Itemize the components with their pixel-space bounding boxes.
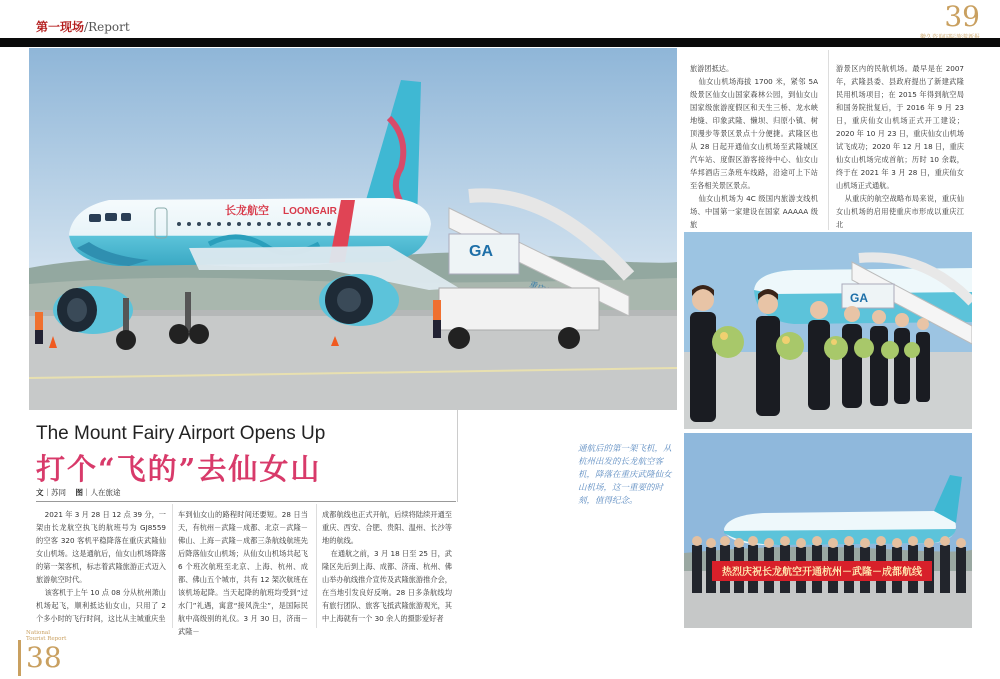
magazine-name-en-2: Tourist Report <box>26 636 67 642</box>
section-header: 第一现场/Report <box>36 20 130 34</box>
section-title: 第一现场 <box>36 20 85 34</box>
welcome-banner-text: 热烈庆祝长龙航空开通杭州－武隆－成都航线 <box>722 567 922 578</box>
body-paragraph-3: 车到仙女山的路程时间还要短。28 日当天，有杭州－武隆－成都、北京－武隆－佛山、上海－武隆－成都三条航线航班先后降落仙女山机场；从仙女山机场共起飞 6 个班次航班至北京、上海、杭州、成都、佛山五个城市，共有 12 架次航班在该机场起降。当天起降的航班均受到“过水门”礼遇，寓意“接风洗尘”，是国际民航中高级别的礼仪。3 月 30 日，济南－武隆－ <box>178 510 308 636</box>
right-text-column-1 <box>690 62 818 231</box>
body-paragraph-5: 在通航之前，3 月 18 日至 25 日，武隆区先后到上海、成都、济南、杭州、佛山举办航线推介宣传及武隆旅游推介会，在当地引发良好反响。28 日多条航线均有旅行团队、旅客飞抵武隆旅游观光，其中上海就有一个 30 余人的摄影爱好者 <box>322 549 452 623</box>
section-title-en: Report <box>88 20 130 34</box>
right-col1-paragraph-2: 仙女山机场海拔 1700 米，紧邻 5A 级景区仙女山国家森林公园，到仙女山国家级旅游度假区和天生三桥、龙水峡地缝、印象武隆、懒坝、归原小镇、树顶漫步等景区景点十分便捷。武隆区也从 28 日起开通仙女山机场至武隆城区汽车站、度假区游客接待中心、仙女山华邦酒店三条班车线路，沿途可上下站至各相关景区景点。 <box>690 77 818 190</box>
magazine-name-en-1: National <box>26 630 50 636</box>
page-number-right-block <box>920 2 980 41</box>
aircraft-name-en: LOONGAIR <box>283 206 337 217</box>
photo-airplane-stairs <box>29 48 677 410</box>
title-divider <box>36 501 456 502</box>
body-paragraph-4: 成都航线也正式开航，后续将陆续开通至重庆、西安、合肥、贵阳、温州、长沙等地的航线。 <box>322 510 452 545</box>
column-divider <box>316 504 317 628</box>
article-title-en: The Mount Fairy Airport Opens Up <box>36 423 326 444</box>
column-divider <box>828 50 829 230</box>
body-paragraph-1: 2021 年 3 月 28 日 12 点 39 分，一架由长龙航空执飞的航班号为 GJ8559 的空客 320 客机平稳降落在重庆武隆仙女山机场。这是通航后，仙女山机场降落的第一架客机，标志着武隆旅游正式迈入旅游航空时代。 <box>36 510 166 584</box>
photo-staff-bouquets <box>684 232 972 429</box>
column-divider <box>172 504 173 628</box>
airport-logo-truck: GA <box>469 243 493 260</box>
footer-accent-bar <box>18 640 21 676</box>
right-col2-paragraph-2: 从重庆的航空战略布局来说，重庆仙女山机场的启用使重庆市形成以重庆江北 <box>836 194 964 229</box>
byline-author: 苏同 <box>51 488 66 497</box>
byline-photographer: 人在旅途 <box>90 488 121 497</box>
byline-photo-label: 图 <box>75 488 84 497</box>
body-column-3 <box>322 508 452 625</box>
article-title-cn: 打个“飞的”去仙女山 <box>36 452 322 486</box>
byline-text-label: 文 <box>36 488 44 497</box>
right-col2-paragraph-1: 游景区内的民航机场。最早是在 2007 年，武隆县委、县政府提出了新建武隆民用机场项目；在 2015 年得到航空局和国务院批复后，于 2016 年 9 月 23 日，重庆仙女山机场正式开工建设；2020 年 10 月 23 日，重庆仙女山机场试飞成功；2020 年 12 月 18 日，重庆仙女山机场完成首航；历时 10 余载，终于在 2021 年 3 月 28 日，重庆仙女山机场正式通航。 <box>836 64 964 190</box>
body-column-2 <box>178 508 308 638</box>
footer-block <box>26 630 66 674</box>
byline: 文｜苏同 图｜人在旅途 <box>36 488 121 497</box>
body-column-1 <box>36 508 166 625</box>
right-col1-paragraph-1: 旅游团抵达。 <box>690 64 734 73</box>
header-bar <box>0 38 1000 47</box>
right-text-column-2 <box>836 62 964 231</box>
title-vertical-divider <box>457 410 458 502</box>
aircraft-name-cn: 长龙航空 <box>225 204 269 217</box>
right-col1-paragraph-3: 仙女山机场为 4C 级国内旅游支线机场、中国第一家建设在国家 AAAAA 级旅 <box>690 194 818 229</box>
photo-caption: 通航后的第一架飞机，从杭州出发的长龙航空客机，降落在重庆武隆仙女山机场，这一重要的时刻，值得纪念。 <box>578 444 672 506</box>
photo-group-banner <box>684 433 972 628</box>
airport-logo-photo: GA <box>850 291 868 305</box>
page-number-left: 38 <box>26 641 62 674</box>
page-number-right: 39 <box>944 0 980 33</box>
body-paragraph-2: 该客机于上午 10 点 08 分从杭州萧山机场起飞，顺利抵达仙女山，只用了 2 个多小时的飞行时间，这比从主城重庆坐 <box>36 588 166 623</box>
